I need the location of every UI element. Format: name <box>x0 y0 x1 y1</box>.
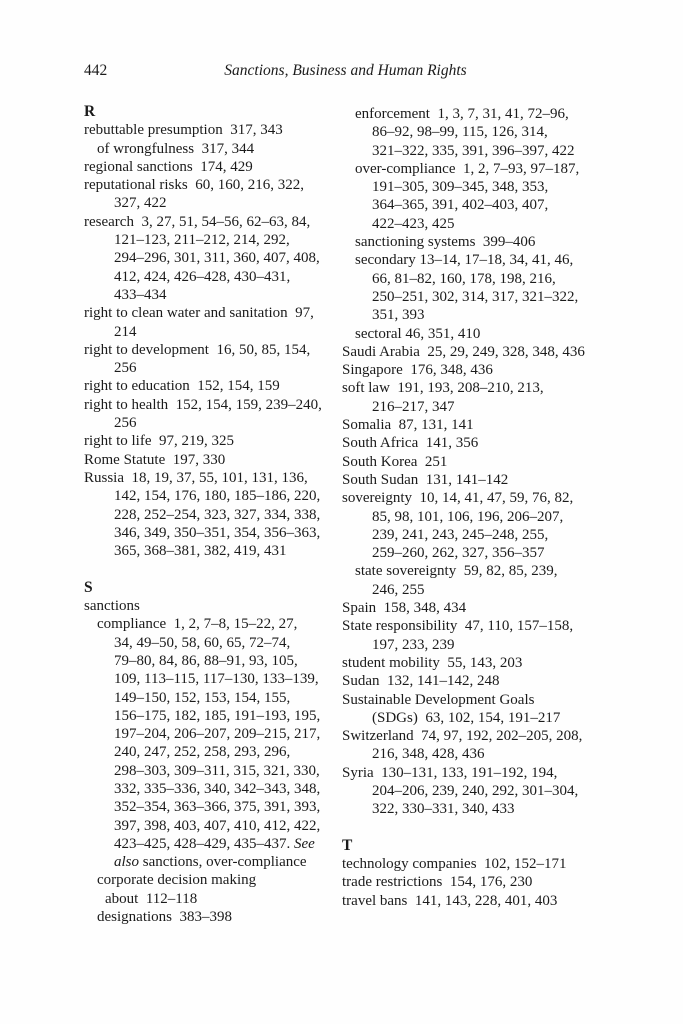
index-line: 412, 424, 426–428, 430–431, <box>114 268 291 285</box>
index-line: over-compliance 1, 2, 7–93, 97–187, <box>355 160 580 177</box>
index-line: 197, 233, 239 <box>372 636 455 653</box>
index-line: compliance 1, 2, 7–8, 15–22, 27, <box>97 616 298 633</box>
running-title: Sanctions, Business and Human Rights <box>224 62 467 79</box>
index-line: student mobility 55, 143, 203 <box>342 654 523 671</box>
index-line: 246, 255 <box>372 581 425 598</box>
index-line: right to life 97, 219, 325 <box>84 433 234 450</box>
index-line: 346, 349, 350–351, 354, 356–363, <box>114 524 321 541</box>
index-line: sanctioning systems 399–406 <box>355 234 536 251</box>
index-line: right to clean water and sanitation 97, <box>84 305 314 322</box>
index-line: 351, 393 <box>372 307 425 324</box>
index-line: designations 383–398 <box>97 909 232 926</box>
index-line: sanctions <box>84 598 140 615</box>
index-line: 149–150, 152, 153, 154, 155, <box>114 689 291 706</box>
index-line: 321–322, 335, 391, 396–397, 422 <box>372 142 575 159</box>
index-line: 79–80, 84, 86, 88–91, 93, 105, <box>114 652 298 669</box>
index-line: 256 <box>114 360 137 377</box>
index-line: Rome Statute 197, 330 <box>84 451 226 468</box>
index-line: secondary 13–14, 17–18, 34, 41, 46, <box>355 252 574 269</box>
index-column-right <box>342 105 632 910</box>
index-line: sectoral 46, 351, 410 <box>355 325 481 342</box>
section-heading: S <box>84 578 93 596</box>
index-line: 228, 252–254, 323, 327, 334, 338, <box>114 506 321 523</box>
section-heading: R <box>84 103 96 120</box>
section-heading: T <box>342 836 353 854</box>
index-line: Spain 158, 348, 434 <box>342 600 467 617</box>
page-number: 442 <box>84 62 108 79</box>
index-line: regional sanctions 174, 429 <box>84 158 253 175</box>
index-line: 327, 422 <box>114 195 167 212</box>
index-line: (SDGs) 63, 102, 154, 191–217 <box>372 709 561 726</box>
index-line: Sustainable Development Goals <box>342 691 535 708</box>
index-line: 216–217, 347 <box>372 398 455 415</box>
index-line: Switzerland 74, 97, 192, 202–205, 208, <box>342 728 583 745</box>
index-line: Russia 18, 19, 37, 55, 101, 131, 136, <box>84 469 308 486</box>
blank-line <box>342 819 632 837</box>
index-line-segment: 423–425, 428–429, 435–437. <box>114 835 294 852</box>
index-line: 294–296, 301, 311, 360, 407, 408, <box>114 250 320 267</box>
index-line: 34, 49–50, 58, 60, 65, 72–74, <box>114 634 291 651</box>
index-line: state sovereignty 59, 82, 85, 239, <box>355 563 558 580</box>
index-line: South Sudan 131, 141–142 <box>342 471 509 488</box>
index-line: 397, 398, 403, 407, 410, 412, 422, <box>114 817 321 834</box>
index-line <box>84 853 348 871</box>
index-line: travel bans 141, 143, 228, 401, 403 <box>342 892 558 909</box>
index-line: research 3, 27, 51, 54–56, 62–63, 84, <box>84 213 311 230</box>
index-line: 322, 330–331, 340, 433 <box>372 801 515 818</box>
index-line: South Africa 141, 356 <box>342 435 479 452</box>
index-line: South Korea 251 <box>342 453 448 470</box>
index-line-segment: sanctions, over-compliance <box>139 854 307 871</box>
index-line: right to development 16, 50, 85, 154, <box>84 341 311 358</box>
index-line: 142, 154, 176, 180, 185–186, 220, <box>114 488 321 505</box>
index-line: corporate decision making <box>97 872 257 889</box>
index-line: 109, 113–115, 117–130, 133–139, <box>114 671 319 688</box>
index-line: 197–204, 206–207, 209–215, 217, <box>114 726 321 743</box>
index-line: soft law 191, 193, 208–210, 213, <box>342 380 544 397</box>
index-line: 240, 247, 252, 258, 293, 296, <box>114 744 291 761</box>
index-line: 214 <box>114 323 137 340</box>
index-line: 86–92, 98–99, 115, 126, 314, <box>372 124 548 141</box>
index-line: 298–303, 309–311, 315, 321, 330, <box>114 762 320 779</box>
index-line: 250–251, 302, 314, 317, 321–322, <box>372 288 579 305</box>
index-line: technology companies 102, 152–171 <box>342 856 567 873</box>
index-line: 204–206, 239, 240, 292, 301–304, <box>372 782 579 799</box>
index-line: rebuttable presumption 317, 343 <box>84 122 283 139</box>
index-line: 256 <box>114 415 137 432</box>
index-column-left <box>84 103 348 926</box>
index-line: sovereignty 10, 14, 41, 47, 59, 76, 82, <box>342 490 574 507</box>
index-line: right to education 152, 154, 159 <box>84 378 280 395</box>
index-line: 422–423, 425 <box>372 215 455 232</box>
index-line: 239, 241, 243, 245–248, 255, <box>372 526 549 543</box>
index-line <box>84 835 348 853</box>
index-line-segment-italic: See <box>294 835 315 852</box>
index-line: enforcement 1, 3, 7, 31, 41, 72–96, <box>355 106 569 122</box>
index-line: 433–434 <box>114 286 167 303</box>
index-line: Saudi Arabia 25, 29, 249, 328, 348, 436 <box>342 343 585 360</box>
index-line: right to health 152, 154, 159, 239–240, <box>84 396 322 413</box>
index-line: Singapore 176, 348, 436 <box>342 362 493 379</box>
index-line: 259–260, 262, 327, 356–357 <box>372 545 545 562</box>
index-line: of wrongfulness 317, 344 <box>97 140 255 157</box>
index-line: 365, 368–381, 382, 419, 431 <box>114 543 287 560</box>
index-line: 364–365, 391, 402–403, 407, <box>372 197 549 214</box>
index-line: Syria 130–131, 133, 191–192, 194, <box>342 764 558 781</box>
index-line: 216, 348, 428, 436 <box>372 746 485 763</box>
index-line: 66, 81–82, 160, 178, 198, 216, <box>372 270 556 287</box>
index-line: 352–354, 363–366, 375, 391, 393, <box>114 799 321 816</box>
index-line: 85, 98, 101, 106, 196, 206–207, <box>372 508 564 525</box>
index-line: 121–123, 211–212, 214, 292, <box>114 232 290 249</box>
index-line: State responsibility 47, 110, 157–158, <box>342 618 574 635</box>
index-line-segment-italic: also <box>114 854 140 871</box>
index-line: 191–305, 309–345, 348, 353, <box>372 179 549 196</box>
index-line: reputational risks 60, 160, 216, 322, <box>84 177 304 194</box>
index-line: about 112–118 <box>105 890 198 907</box>
index-line: Sudan 132, 141–142, 248 <box>342 673 500 690</box>
blank-line <box>84 560 348 578</box>
index-line: 156–175, 182, 185, 191–193, 195, <box>114 707 321 724</box>
page-header <box>84 62 607 80</box>
index-line: trade restrictions 154, 176, 230 <box>342 874 533 891</box>
index-line: 332, 335–336, 340, 342–343, 348, <box>114 780 321 797</box>
index-line: Somalia 87, 131, 141 <box>342 417 474 434</box>
